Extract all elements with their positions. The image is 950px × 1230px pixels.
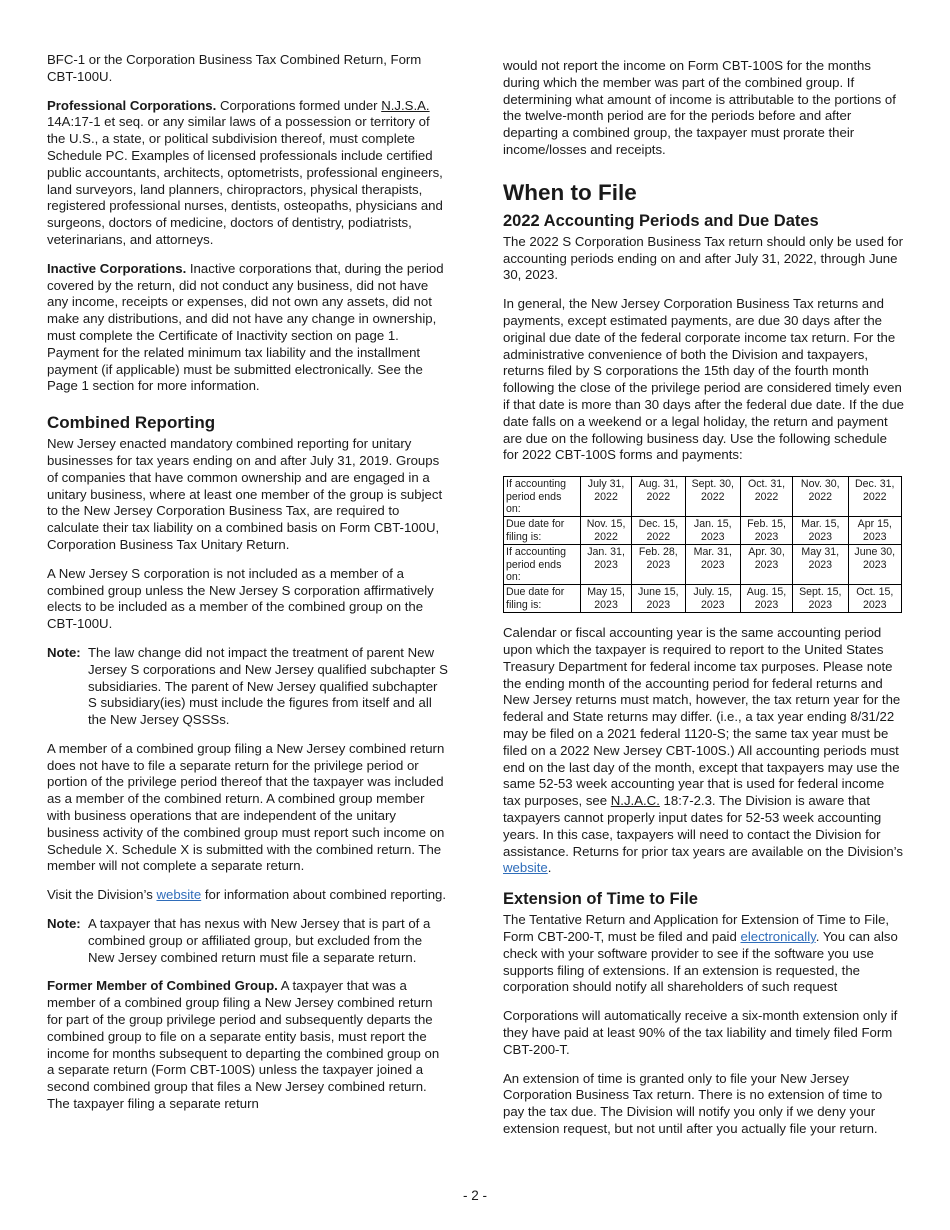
table-cell: June 15, 2023	[632, 585, 685, 613]
table-cell: Jan. 31, 2023	[581, 545, 632, 585]
accounting-periods-paragraph-2: In general, the New Jersey Corporation Business Tax returns and payments, except estimated payments, are due 30 days after the original due date of the federal corporate income tax return. For the administrative convenience of both the Division and taxpayers, returns filed by S corporations the 15th day of the fourth month following the close of the privilege period are considered timely even if that date is more than 30 days after the federal due date. If the due date falls on a weekend or a legal holiday, the return and payment are due on the following business day. Use the following schedule for 2022 CBT-100S forms and payments:	[503, 296, 905, 463]
njac-reference: N.J.A.C.	[610, 793, 660, 809]
page-number: - 2 -	[462, 1188, 487, 1203]
note-label: Note:	[47, 916, 81, 932]
table-cell: Oct. 15, 2023	[848, 585, 902, 613]
intro-paragraph: BFC-1 or the Corporation Business Tax Combined Return, Form CBT-100U.	[47, 52, 422, 84]
combined-reporting-paragraph-2: A New Jersey S corporation is not included as a member of a combined group unless the New Jersey S corporation affirmatively elects to be included as a member of the combined group on the CBT-100U.	[47, 565, 434, 632]
table-cell: Sept. 15, 2023	[793, 585, 848, 613]
row-label: Due date for filing is:	[504, 517, 581, 545]
combined-reporting-paragraph-1: New Jersey enacted mandatory combined reporting for unitary businesses for tax years ending on and after July 31, 2019. Groups of companies that have common ownership and are engaged in a unitary business, where at least one member of the group is subject to the New Jersey Corporation Business Tax, are required to calculate their tax liability on a combined basis on Form CBT-100U, Corporation Business Tax Unitary Return.	[47, 436, 443, 552]
note-nexus	[47, 916, 449, 966]
visit-division-paragraph: Visit the Division’s website for information about combined reporting.	[47, 887, 447, 903]
left-column	[47, 52, 449, 1125]
note-text: The law change did not impact the treatment of parent New Jersey S corporations and New Jersey qualified subchapter S subsidiaries. The parent of New Jersey qualified subchapter S subsidiary(ies) must include the figures from itself and all the New Jersey QSSSs.	[88, 644, 448, 728]
inactive-corporations-heading: Inactive Corporations.	[47, 260, 187, 276]
division-website-link[interactable]: website	[156, 887, 202, 903]
table-cell: Dec. 15, 2022	[632, 517, 685, 545]
inactive-corporations-paragraph: Inactive Corporations. Inactive corporations that, during the period covered by the return, did not conduct any business, did not have any income, receipts or expenses, did not own any assets, did not make any distributions, and did not have any change in ownership, must complete the Certificate of Inactivity section on page 1. Payment for the related minimum tax liability and the installment payment (if applicable) must be submitted electronically. See the Page 1 section for more information.	[47, 260, 444, 394]
table-cell: Mar. 15, 2023	[793, 517, 848, 545]
table-row	[504, 477, 902, 517]
prior-returns-website-link[interactable]: website	[503, 860, 548, 876]
table-cell: Jan. 15, 2023	[685, 517, 740, 545]
extension-paragraph-3: An extension of time is granted only to file your New Jersey Corporation Business Tax return. There is no extension of time to pay the tax due. The Division will notify you only if we deny your extension request, but not until after you actually file your return.	[503, 1070, 883, 1136]
table-cell: Oct. 31, 2022	[741, 477, 793, 517]
combined-reporting-heading: Combined Reporting	[47, 413, 216, 433]
table-row	[504, 517, 902, 545]
note-qsss	[47, 645, 449, 729]
row-label: If accounting period ends on:	[504, 477, 581, 517]
njsa-reference: N.J.S.A.	[381, 97, 430, 113]
table-cell: Dec. 31, 2022	[848, 477, 902, 517]
note-text: A taxpayer that has nexus with New Jersey that is part of a combined group or affiliated group, but excluded from the New Jersey combined return must file a separate return.	[88, 916, 431, 965]
table-cell: Feb. 28, 2023	[632, 545, 685, 585]
former-member-paragraph: Former Member of Combined Group. A taxpayer that was a member of a combined group filing a New Jersey combined return for part of the group privilege period and subsequently departs the combined group to file on a separate entity basis, must report the income for months subsequent to departing the combined group on a separate return (Form CBT-100S) unless the taxpayer joined a second combined group that files a New Jersey combined return. The taxpayer filing a separate return	[47, 978, 440, 1112]
former-member-heading: Former Member of Combined Group.	[47, 978, 278, 994]
file-electronically-link[interactable]: electronically	[740, 928, 816, 944]
due-dates-table	[503, 476, 902, 613]
table-row	[504, 585, 902, 613]
table-row	[504, 545, 902, 585]
former-member-continued: would not report the income on Form CBT-100S for the months during which the member was part of the combined group. If determining what amount of income is attributable to the portions of the twelve-month period are for the periods before and after departing a combined group, the taxpayer must prorate their income/losses and receipts.	[503, 58, 896, 157]
professional-corporations-heading: Professional Corporations.	[47, 97, 217, 113]
table-cell: Nov. 15, 2022	[581, 517, 632, 545]
calendar-fiscal-paragraph: Calendar or fiscal accounting year is the same accounting period upon which the taxpayer is required to report to the United States Treasury Department for federal income tax purposes. Please note the ending month of the accounting period for federal returns and New Jersey returns must match, however, the tax return year for the federal and State returns may differ. (i.e., a tax year ending 8/31/22 may be filed on a 2021 federal 1120-S; the same tax year must be filed on a 2022 New Jersey CBT-100S.) All accounting periods must end on the last day of the month, except that taxpayers may use the same 52-53 week accounting year that is used for federal income tax purposes, see N.J.A.C. 18:7-2.3. The Division is aware that taxpayers cannot properly input dates for 52-53 week accounting years. In this case, taxpayers will need to contact the Division for assistance. Returns for prior tax years are available on the Division’s website.	[503, 625, 903, 876]
row-label: Due date for filing is:	[504, 585, 581, 613]
table-cell: July 31, 2022	[581, 477, 632, 517]
table-cell: Feb. 15, 2023	[741, 517, 793, 545]
professional-corporations-paragraph: Professional Corporations. Corporations formed under N.J.S.A. 14A:17-1 et seq. or any similar laws of a possession or territory of the U.S., a state, or political subdivision thereof, must complete Schedule PC. Examples of licensed professionals include certified public accountants, architects, optometrists, professional engineers, land surveyors, land planners, chiropractors, physical therapists, registered professional nurses, dentists, osteopaths, physicians and surgeons, doctors of medicine, doctors of dentistry, podiatrists, veterinarians, and attorneys.	[47, 97, 443, 247]
accounting-periods-heading: 2022 Accounting Periods and Due Dates	[503, 211, 819, 230]
note-label: Note:	[47, 644, 81, 660]
combined-reporting-paragraph-3: A member of a combined group filing a New Jersey combined return does not have to file a separate return for the privilege period or portion of the privilege period thereof that the taxpayer was included as a member of the combined return. A combined group member with business operations that are independent of the unitary business activity of the combined group must report such income on Schedule X. Schedule X is submitted with the combined return. The member will not complete a separate return.	[47, 740, 445, 874]
accounting-periods-paragraph-1: The 2022 S Corporation Business Tax return should only be used for accounting periods ending on and after July 31, 2022, through June 30, 2023.	[503, 233, 904, 283]
right-column	[503, 58, 905, 1150]
table-cell: Apr. 30, 2023	[741, 545, 793, 585]
table-cell: Aug. 15, 2023	[741, 585, 793, 613]
extension-paragraph-1: The Tentative Return and Application for Extension of Time to File, Form CBT-200-T, must be filed and paid electronically. You can also check with your software provider to see if the software you use supports filing of extensions. If an extension is requested, the corporation should notify all shareholders of such request	[503, 912, 898, 995]
table-cell: July. 15, 2023	[685, 585, 740, 613]
table-cell: May 15, 2023	[581, 585, 632, 613]
table-cell: Mar. 31, 2023	[685, 545, 740, 585]
row-label: If accounting period ends on:	[504, 545, 581, 585]
extension-heading: Extension of Time to File	[503, 890, 698, 909]
table-cell: June 30, 2023	[848, 545, 902, 585]
table-cell: Nov. 30, 2022	[793, 477, 848, 517]
table-cell: Sept. 30, 2022	[685, 477, 740, 517]
when-to-file-heading: When to File	[503, 179, 637, 205]
table-cell: May 31, 2023	[793, 545, 848, 585]
table-cell: Aug. 31, 2022	[632, 477, 685, 517]
extension-paragraph-2: Corporations will automatically receive a six-month extension only if they have paid at least 90% of the tax liability and timely filed Form CBT-200-T.	[503, 1008, 898, 1057]
table-cell: Apr 15, 2023	[848, 517, 902, 545]
